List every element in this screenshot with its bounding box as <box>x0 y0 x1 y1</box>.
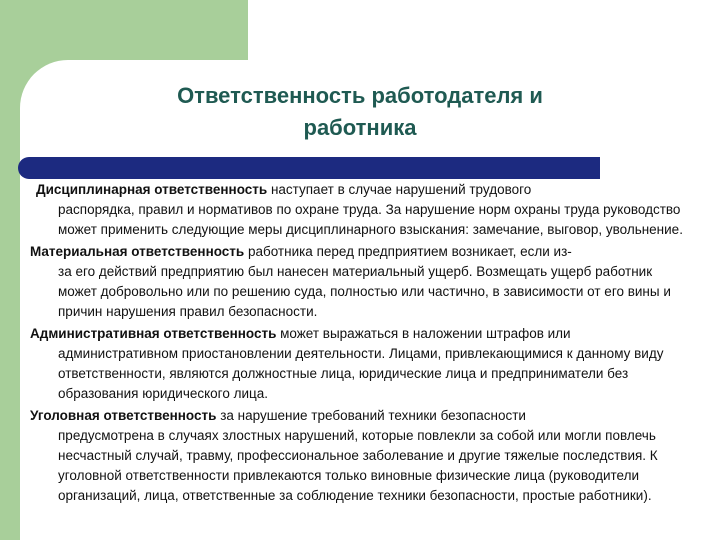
paragraph-text: работника перед предприятием возникает, если из- <box>244 244 572 259</box>
paragraph-administrative <box>30 324 690 404</box>
paragraph-disciplinary <box>30 180 690 240</box>
title-line-1: Ответственность работодателя и <box>177 83 543 108</box>
paragraph-heading: Уголовная ответственность <box>30 408 217 423</box>
paragraph-heading: Административная ответственность <box>30 326 277 341</box>
decor-green-strip <box>0 0 20 540</box>
paragraph-text: может выражаться в наложении штрафов или <box>276 326 571 341</box>
paragraph-criminal <box>30 406 690 506</box>
slide-body <box>30 180 690 508</box>
paragraph-material <box>30 242 690 322</box>
paragraph-text: за нарушение требований техники безопасности <box>216 408 526 423</box>
paragraph-text: административном приостановлении деятельности. Лицами, привлекающимися к данному виду ответственности, являются должностные лица, юридические лица и предприниматели без образования юридического лица. <box>58 346 664 401</box>
paragraph-text: наступает в случае нарушений трудового <box>267 182 532 197</box>
paragraph-text: за его действий предприятию был нанесен материальный ущерб. Возмещать ущерб работник может добровольно или по решению суда, полностью или частично, в зависимости от его вины и причин нарушения правил безопасности. <box>58 264 671 319</box>
paragraph-heading: Материальная ответственность <box>30 244 245 259</box>
slide-title <box>60 80 660 144</box>
paragraph-text: распорядка, правил и нормативов по охране труда. За нарушение норм охраны труда руководство может применить следующие меры дисциплинарного взыскания: замечание, выговор, увольнение. <box>58 202 683 237</box>
paragraph-heading: Дисциплинарная ответственность <box>36 182 268 197</box>
paragraph-text: предусмотрена в случаях злостных нарушений, которые повлекли за собой или могли повлечь несчастный случай, травму, профессиональное заболевание и другие тяжелые последствия. К уголовной ответственности привлекаются только виновные физические лица (руководители организаций, лица, ответственные за соблюдение техники безопасности, простые работники). <box>58 428 658 503</box>
title-underline-bar <box>18 157 600 179</box>
title-line-2: работника <box>303 115 417 140</box>
